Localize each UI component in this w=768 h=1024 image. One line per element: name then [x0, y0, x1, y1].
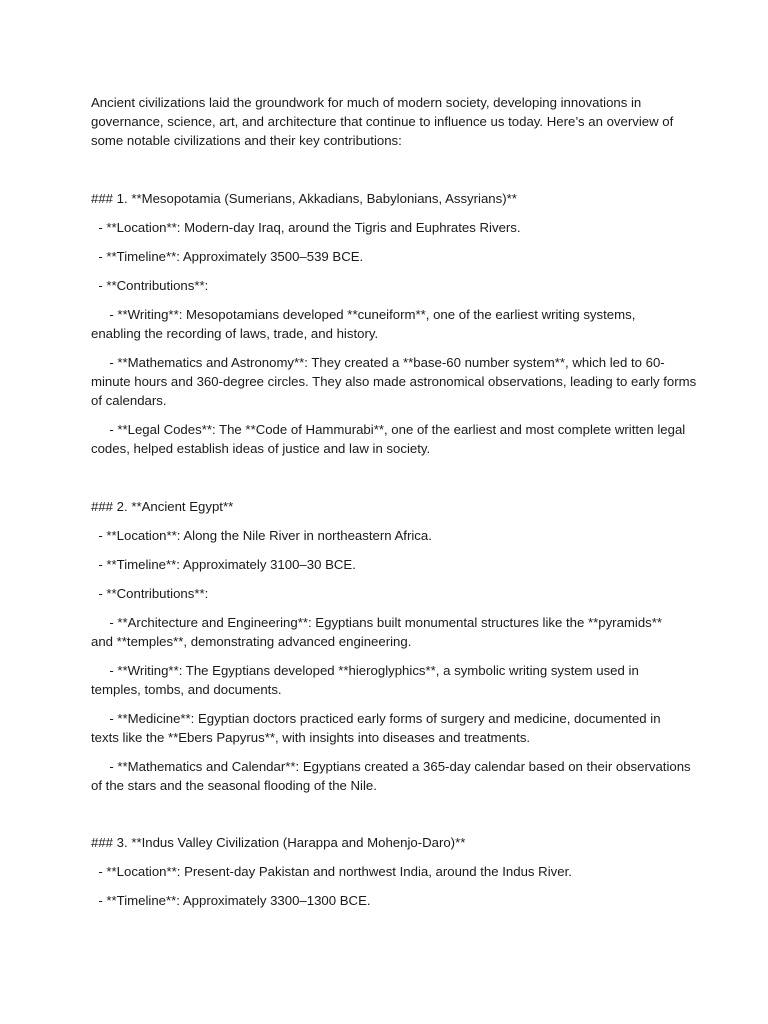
- contribution-line: - **Mathematics and Astronomy**: They created a **base-60 number system**, which led to 60-: [91, 355, 665, 370]
- contribution-line: enabling the recording of laws, trade, and history.: [91, 326, 379, 341]
- contribution-line: - **Medicine**: Egyptian doctors practiced early forms of surgery and medicine, documented in: [91, 711, 661, 726]
- timeline-line: - **Timeline**: Approximately 3100–30 BCE.: [91, 557, 356, 572]
- contribution-line: - **Architecture and Engineering**: Egyptians built monumental structures like the **pyramids**: [91, 615, 663, 630]
- contribution-line: - **Legal Codes**: The **Code of Hammurabi**, one of the earliest and most complete written legal: [91, 422, 686, 437]
- contributions-label: - **Contributions**:: [91, 586, 209, 601]
- location-line: - **Location**: Present-day Pakistan and northwest India, around the Indus River.: [91, 864, 572, 879]
- contribution-line: of the stars and the seasonal flooding of the Nile.: [91, 778, 377, 793]
- contribution-line: minute hours and 360-degree circles. They also made astronomical observations, leading to early forms: [91, 374, 697, 389]
- contribution-line: - **Mathematics and Calendar**: Egyptians created a 365-day calendar based on their observations: [91, 759, 691, 774]
- section-heading: ### 2. **Ancient Egypt**: [91, 499, 234, 514]
- intro-line: Ancient civilizations laid the groundwork for much of modern society, developing innovations in: [91, 95, 642, 110]
- section-heading: ### 3. **Indus Valley Civilization (Harappa and Mohenjo-Daro)**: [91, 835, 466, 850]
- contribution-line: of calendars.: [91, 393, 167, 408]
- location-line: - **Location**: Along the Nile River in northeastern Africa.: [91, 528, 432, 543]
- location-line: - **Location**: Modern-day Iraq, around the Tigris and Euphrates Rivers.: [91, 220, 521, 235]
- contribution-line: temples, tombs, and documents.: [91, 682, 282, 697]
- contribution-line: codes, helped establish ideas of justice and law in society.: [91, 441, 431, 456]
- section-heading: ### 1. **Mesopotamia (Sumerians, Akkadians, Babylonians, Assyrians)**: [91, 191, 517, 206]
- contribution-line: - **Writing**: Mesopotamians developed **cuneiform**, one of the earliest writing systems,: [91, 307, 636, 322]
- intro-line: some notable civilizations and their key contributions:: [91, 133, 402, 148]
- contribution-line: and **temples**, demonstrating advanced engineering.: [91, 634, 412, 649]
- timeline-line: - **Timeline**: Approximately 3300–1300 BCE.: [91, 893, 371, 908]
- contribution-line: - **Writing**: The Egyptians developed **hieroglyphics**, a symbolic writing system used in: [91, 663, 639, 678]
- contributions-label: - **Contributions**:: [91, 278, 209, 293]
- timeline-line: - **Timeline**: Approximately 3500–539 BCE.: [91, 249, 364, 264]
- contribution-line: texts like the **Ebers Papyrus**, with insights into diseases and treatments.: [91, 730, 531, 745]
- intro-line: governance, science, art, and architecture that continue to influence us today. Here’s an overview of: [91, 114, 674, 129]
